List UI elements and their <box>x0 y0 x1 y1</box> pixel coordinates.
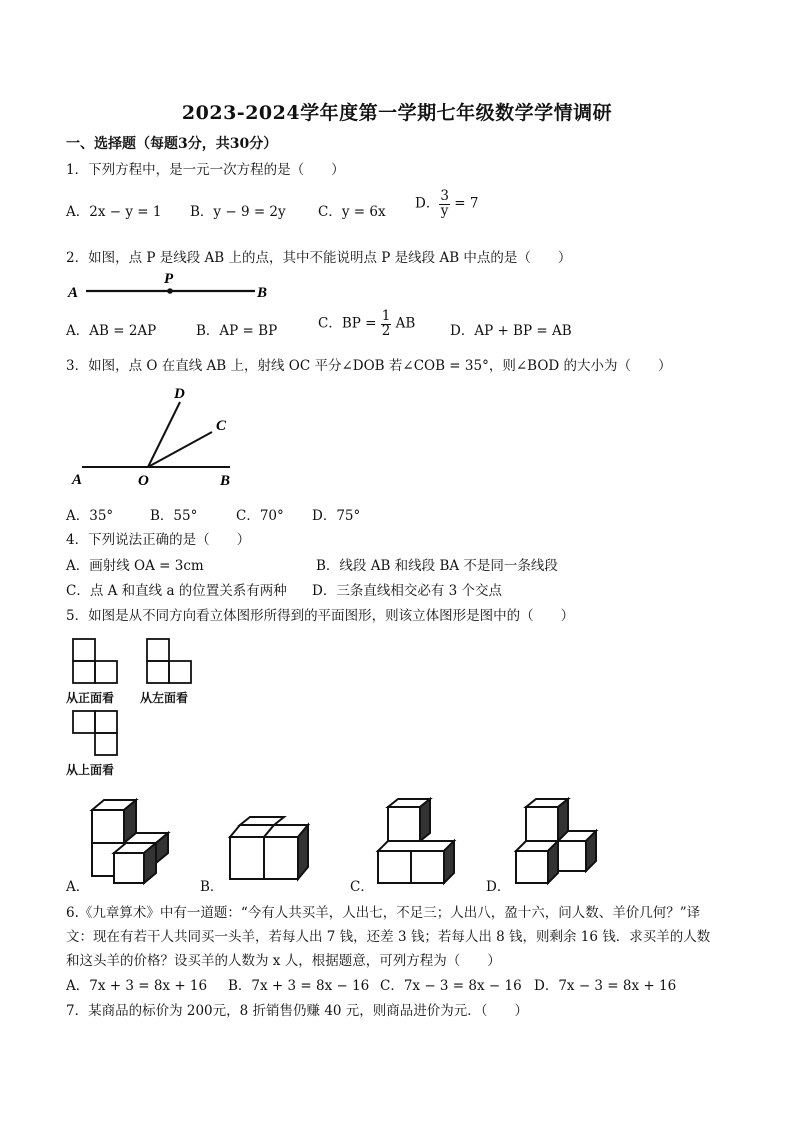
question-6-line-3: 和这头羊的价格？设买羊的人数为 x 人，根据题意，可列方程为（ ） <box>66 953 501 969</box>
label-p: P <box>164 271 174 287</box>
option-c-suffix: AB <box>395 315 416 332</box>
question-2-stem: 2．如图，点 P 是线段 AB 上的点，其中不能说明点 P 是线段 AB 中点的是（ ） <box>66 250 572 266</box>
question-6-option-b[interactable]: B．7x + 3 = 8x − 16 <box>228 978 370 994</box>
question-6-option-a[interactable]: A．7x + 3 = 8x + 16 <box>66 978 208 994</box>
question-4-option-c[interactable]: C．点 A 和直线 a 的位置关系有两种 <box>66 583 287 599</box>
question-1-stem: 1．下列方程中，是一元一次方程的是（ ） <box>66 162 345 178</box>
page-title: 2023-2024学年度第一学期七年级数学学情调研 <box>181 102 613 124</box>
label-o: O <box>138 473 149 489</box>
question-3-option-d[interactable]: D．75° <box>312 508 361 524</box>
option-c-solid-figure[interactable] <box>376 797 466 889</box>
label-a: A <box>68 285 79 301</box>
fraction-denominator: 2 <box>381 322 391 339</box>
top-view-label: 从上面看 <box>66 763 115 777</box>
question-1-option-a[interactable]: A．2x − y = 1 <box>66 204 162 220</box>
question-2-option-b[interactable]: B．AP = BP <box>196 323 278 339</box>
fraction-denominator: y <box>440 202 449 219</box>
question-6-option-c[interactable]: C．7x − 3 = 8x − 16 <box>380 978 522 994</box>
option-d-prefix: D． <box>415 195 440 212</box>
question-4-option-d[interactable]: D．三条直线相交必有 3 个交点 <box>312 583 502 599</box>
question-3-option-b[interactable]: B．55° <box>150 508 198 524</box>
question-4-stem: 4．下列说法正确的是（ ） <box>66 532 251 548</box>
question-2-option-a[interactable]: A．AB = 2AP <box>66 323 157 339</box>
question-1-option-c[interactable]: C．y = 6x <box>318 204 386 220</box>
question-2-option-c[interactable] <box>318 310 415 338</box>
option-a-solid-figure[interactable] <box>90 795 180 890</box>
question-5-option-b[interactable]: B． <box>200 879 224 895</box>
question-5-stem: 5．如图是从不同方向看立体图形所得到的平面图形，则该立体图形是图中的（ ） <box>66 608 575 624</box>
question-4-option-a[interactable]: A．画射线 OA = 3cm <box>66 558 204 574</box>
left-view-label: 从左面看 <box>140 691 189 705</box>
label-b: B <box>257 285 268 301</box>
option-b-solid-figure[interactable] <box>228 815 320 885</box>
question-5-option-d[interactable]: D． <box>486 879 511 895</box>
top-view-figure <box>72 710 124 760</box>
option-d-suffix: = 7 <box>454 195 479 212</box>
segment-figure <box>60 270 280 306</box>
question-2-option-d[interactable]: D．AP + BP = AB <box>450 323 572 339</box>
question-3-stem: 3．如图，点 O 在直线 AB 上，射线 OC 平分∠DOB 若∠COB = 35°，则∠BOD 的大小为（ ） <box>66 358 672 374</box>
question-5-option-a[interactable]: A． <box>66 879 90 895</box>
question-3-option-a[interactable]: A．35° <box>66 508 114 524</box>
label-b: B <box>220 473 231 489</box>
angle-figure <box>60 380 260 490</box>
question-6-line-1: 6.《九章算术》中有一道题：“今有人共买羊，人出七，不足三；人出八，盈十六，问人数、羊价几何？”译 <box>66 905 701 921</box>
left-view-figure <box>146 638 198 688</box>
fraction-numerator: 1 <box>381 308 391 324</box>
question-7-stem: 7．某商品的标价为 200元，8 折销售仍赚 40 元，则商品进价为元．（ ） <box>66 1003 529 1019</box>
fraction <box>381 310 392 338</box>
option-d-solid-figure[interactable] <box>514 797 606 889</box>
fraction-numerator: 3 <box>440 188 449 204</box>
question-6-option-d[interactable]: D．7x − 3 = 8x + 16 <box>534 978 677 994</box>
question-5-option-c[interactable]: C． <box>350 879 374 895</box>
fraction <box>439 190 450 218</box>
label-a: A <box>72 472 83 488</box>
section-heading: 一、选择题（每题3分，共30分） <box>66 136 278 152</box>
front-view-label: 从正面看 <box>66 691 115 705</box>
question-3-option-c[interactable]: C．70° <box>236 508 284 524</box>
question-1-option-d[interactable] <box>415 190 478 218</box>
option-c-prefix: C．BP = <box>318 315 377 332</box>
question-4-option-b[interactable]: B．线段 AB 和线段 BA 不是同一条线段 <box>316 558 558 574</box>
front-view-figure <box>72 638 124 688</box>
label-d: D <box>174 386 185 402</box>
point-p <box>167 288 173 294</box>
question-1-option-b[interactable]: B．y − 9 = 2y <box>190 204 286 220</box>
question-6-line-2: 文：现在有若干人共同买一头羊，若每人出 7 钱，还差 3 钱；若每人出 8 钱，则剩余 16 钱．求买羊的人数 <box>66 929 711 945</box>
label-c: C <box>216 418 227 434</box>
